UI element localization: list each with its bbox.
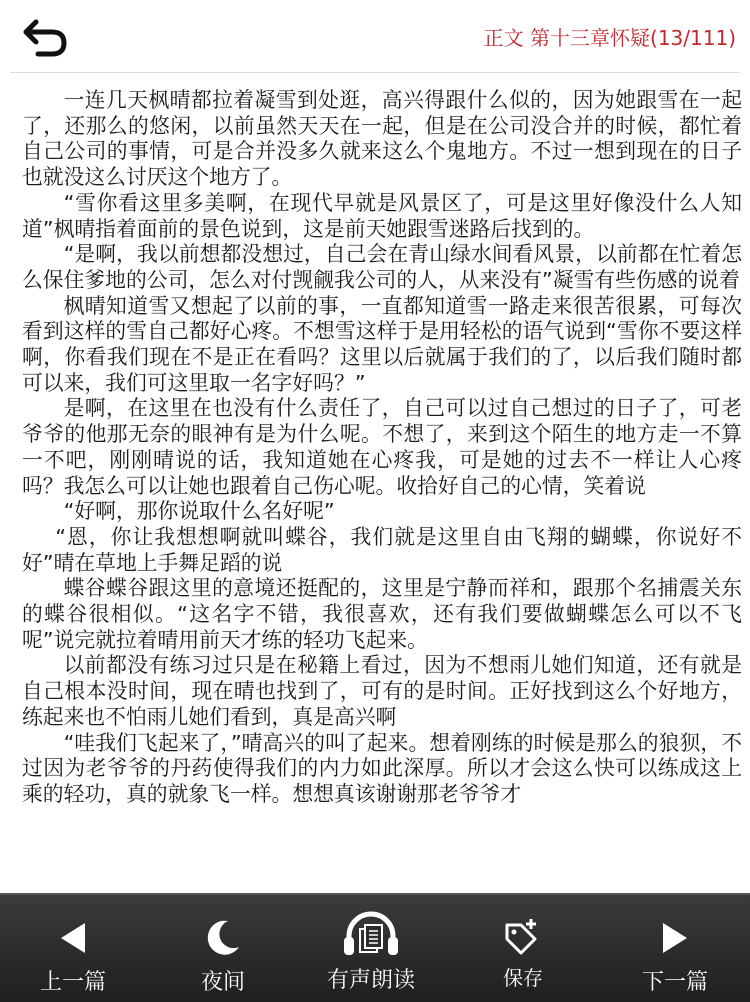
- header-divider: [10, 72, 740, 73]
- paragraph: “是啊，我以前想都没想过，自己会在青山绿水间看风景，以前都在忙着怎么保住爹地的公司，怎么对付觊觎我公司的人，从来没有”凝雪有些伤感的说着: [22, 242, 742, 292]
- paragraph: “恩，你让我想想啊就叫蝶谷，我们就是这里自由飞翔的蝴蝶，你说好不好”晴在草地上手舞足蹈的说: [22, 524, 742, 575]
- night-mode-label: 夜间: [200, 970, 245, 995]
- night-mode-button[interactable]: [150, 895, 296, 1002]
- back-arrow-icon: [22, 16, 72, 60]
- back-button[interactable]: [22, 16, 72, 60]
- chapter-text: [22, 88, 742, 893]
- paragraph: 以前都没有练习过只是在秘籍上看过，因为不想雨儿她们知道，还有就是自己根本没时间，现在晴也找到了，可有的是时间。正好找到这么个好地方，练起来也不怕雨儿她们看到，真是高兴啊: [22, 653, 742, 729]
- top-bar: [0, 0, 750, 72]
- paragraph: 枫晴知道雪又想起了以前的事，一直都知道雪一路走来很苦很累，可每次看到这样的雪自己都好心疼。不想雪这样于是用轻松的语气说到“雪你不要这样啊，你看我们现在不是正在看吗？这里以后就属于我们的了，以后我们随时都可以来，我们可这里取一名字好吗？”: [22, 293, 742, 395]
- bottom-toolbar: [0, 893, 750, 1002]
- chapter-title: 正文 第十三章怀疑(13/111): [483, 26, 736, 50]
- crescent-moon-icon: [203, 917, 243, 957]
- save-button[interactable]: [450, 895, 596, 1002]
- paragraph: 是啊，在这里在也没有什么责任了，自己可以过自己想过的日子了，可老爷爷的他那无奈的眼神有是为什么呢。不想了，来到这个陌生的地方走一不算一不吧，刚刚晴说的话，我知道她在心疼我，可是她的过去不一样让人心疼吗？我怎么可以让她也跟着自己伤心呢。收拾好自己的心情，笑着说: [22, 396, 742, 498]
- next-chapter-button[interactable]: [600, 895, 750, 1002]
- prev-chapter-button[interactable]: [0, 895, 146, 1002]
- paragraph: “好啊，那你说取什么名好呢”: [63, 499, 335, 524]
- paragraph: “雪你看这里多美啊，在现代早就是风景区了，可是这里好像没什么人知道”枫晴指着面前的景色说到，这是前天她跟雪迷路后找到的。: [22, 190, 742, 241]
- headphones-icon: [342, 909, 400, 959]
- paragraph: “哇我们飞起来了，”晴高兴的叫了起来。想着刚练的时候是那么的狼狈，不过因为老爷爷的丹药使得我们的内力如此深厚。所以才会这么快可以练成这上乘的轻功，真的就象飞一样。想想真该谢谢那老爷爷才: [22, 730, 742, 806]
- audio-read-label: 有声朗读: [326, 968, 415, 993]
- triangle-right-icon: [663, 923, 687, 953]
- prev-chapter-label: 上一篇: [39, 970, 106, 995]
- next-chapter-label: 下一篇: [641, 970, 708, 995]
- triangle-left-icon: [61, 923, 85, 953]
- paragraph: 蝶谷蝶谷跟这里的意境还挺配的，这里是宁静而祥和，跟那个名捕震关东的蝶谷很相似。“这名字不错，我很喜欢，还有我们要做蝴蝶怎么可以不飞呢”说完就拉着晴用前天才练的轻功飞起来。: [22, 576, 742, 652]
- paragraph: 一连几天枫晴都拉着凝雪到处逛，高兴得跟什么似的，因为她跟雪在一起了，还那么的悠闲，以前虽然天天在一起，但是在公司没合并的时候，都忙着自己公司的事情，可是合并没多久就来这么个鬼地方。不过一想到现在的日子也就没这么讨厌这个地方了。: [22, 88, 742, 190]
- save-label: 保存: [503, 966, 543, 990]
- tag-plus-icon: [501, 915, 545, 959]
- audio-read-button[interactable]: [296, 895, 446, 1002]
